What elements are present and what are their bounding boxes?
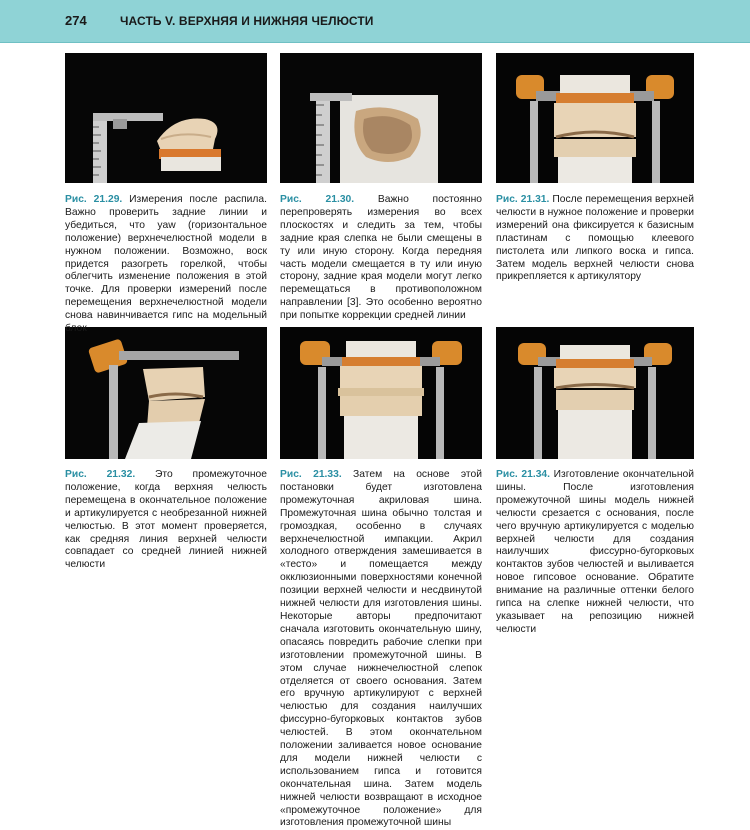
- figure-label: Рис. 21.29.: [65, 194, 123, 205]
- caption-figure-21-29: [65, 194, 267, 336]
- caption-text: Затем на основе этой постановки будет изготовлена промежуточная акриловая шина. Промежуточная шина обычно толстая и громоздкая, особенно в случаях верхнечелюстной импакции. Акрил холодного отверждения замешивается в «тесто» и помещается между окклюзионными поверхностями конечной позиции верхней челюсти и несдвинутой нижней челюсти для изготовления шины. Некоторые авторы предпочитают сначала изготовить окончательную шину, опасаясь повредить рабочие слепки при изготовлении промежуточной шины. В этом случае нижнечелюстной слепок отделяется от своего основания. Затем его вручную артикулируют с верхней челюстью для создания наилучших фиссурно-бугорковых контактов зубов челюстей. В этом окончательном положении заливается новое основание для модели нижней челюсти с использованием гипса и готовится окончательная шина. Затем модель нижней челюсти возвращают в исходное «промежуточное положение» для изготовления промежуточной шины: [280, 469, 482, 829]
- caption-text: Изготовление окончательной шины. После изготовления промежуточной шины модель нижней челюсти срезается с основания, после чего вручную артикулируется с моделью верхней челюсти для создания наилучших фиссурно-бугорковых контактов зубов челюстей и выливается новое гипсовое основание. Обратите внимание на различные оттенки белого гипса на слепке нижней челюсти, что указывает на репозицию нижней челюсти: [496, 469, 694, 635]
- photo-figure-21-34: [496, 327, 694, 459]
- caption-figure-21-34: [496, 469, 694, 637]
- figure-label: Рис. 21.34.: [496, 469, 551, 480]
- caption-figure-21-30: [280, 194, 482, 323]
- caption-text: Это промежуточное положение, когда верхняя челюсть перемещена в окончательное положение и артикулируется с необрезанной нижней челюстью. В этот момент проверяется, как средняя линия верхней челюсти совпадает со средней линией нижней челюсти: [65, 469, 267, 571]
- page-number: 274: [65, 13, 87, 28]
- photo-figure-21-32: [65, 327, 267, 459]
- photo-figure-21-31: [496, 53, 694, 183]
- caption-text: Измерения после распила. Важно проверить задние линии и убедиться, что yaw (горизонтальное положение) верхнечелюстной модели в нужном положении. Возможно, воск придется разогреть горелкой, чтобы облегчить изменение положения в этой точке. Для проверки измерений после перемещения верхнечелюстной модели снова навинчивается гипс на модельный блок: [65, 194, 267, 335]
- photo-figure-21-29: [65, 53, 267, 183]
- figure-label: Рис. 21.30.: [280, 194, 355, 205]
- figure-label: Рис. 21.33.: [280, 469, 342, 480]
- photo-figure-21-33: [280, 327, 482, 459]
- chapter-title: ЧАСТЬ V. ВЕРХНЯЯ И НИЖНЯЯ ЧЕЛЮСТИ: [120, 14, 374, 28]
- caption-figure-21-33: [280, 469, 482, 830]
- caption-figure-21-32: [65, 469, 267, 572]
- caption-text: После перемещения верхней челюсти в нужное положение и проверки измерений она фиксируется к базисным пластинам с помощью клеевого пистолета или липкого воска и гипса. Затем модель верхней челюсти снова прикрепляется к артикулятору: [496, 194, 694, 283]
- page-header: [0, 0, 750, 43]
- caption-text: Важно постоянно перепроверять измерения во всех плоскостях и следить за тем, чтобы задние края слепка не были смещены в ту или иную сторону. Когда передняя часть модели смещается в ту или иную сторону, задние края модели могут легко перемещаться в противоположном направлении [3]. Это особенно вероятно при попытке коррекции средней линии: [280, 194, 482, 322]
- figure-label: Рис. 21.32.: [65, 469, 136, 480]
- figure-label: Рис. 21.31.: [496, 194, 550, 205]
- photo-figure-21-30: [280, 53, 482, 183]
- caption-figure-21-31: [496, 194, 694, 284]
